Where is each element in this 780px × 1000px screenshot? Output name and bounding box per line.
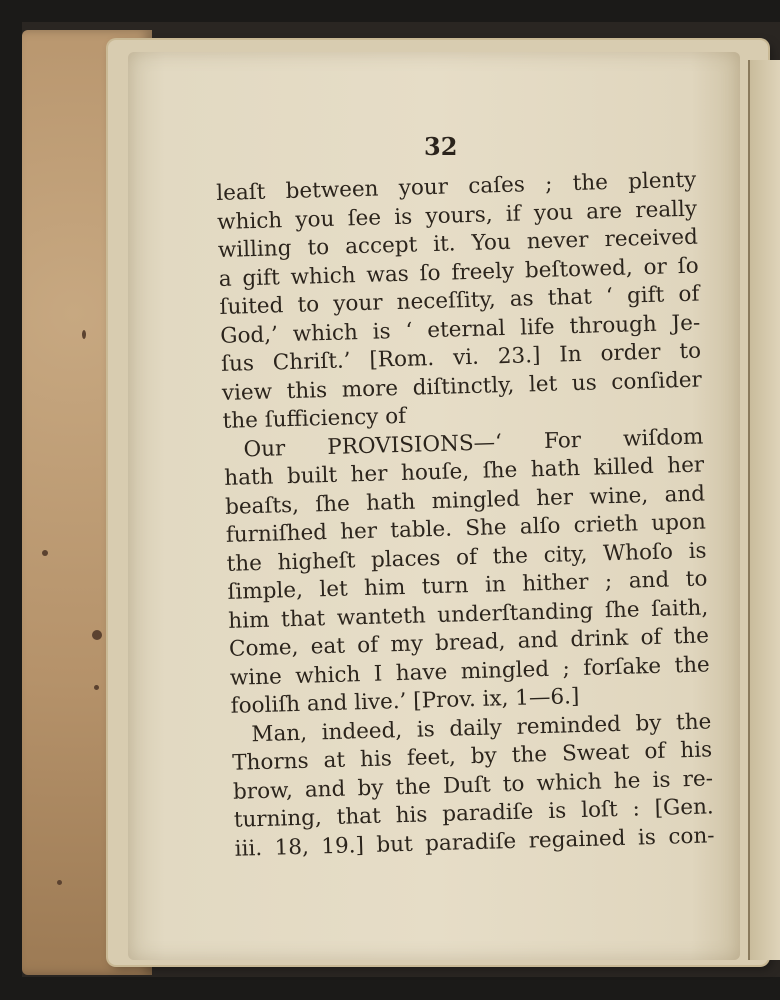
- facing-leaf: [748, 60, 780, 960]
- text-line: beaſts, ſhe hath mingled her wine, and: [224, 480, 706, 520]
- text-line: ſuited to your neceſſity, as that ‘ gift of: [219, 281, 700, 320]
- text-line: the ſufficiency of: [222, 403, 407, 434]
- text-line: willing to accept it. You never received: [217, 224, 699, 263]
- text-line: wine which I have mingled ; forſake the: [229, 651, 711, 691]
- text-line: God,’ which is ‘ eternal life through Je-: [220, 310, 701, 349]
- cover-speck: [94, 685, 99, 690]
- text-line: a gift which was ſo freely beſtowed, or ſo: [218, 253, 699, 292]
- cover-speck: [57, 880, 62, 885]
- text-line: brow, and by the Duſt to which he is re-: [232, 765, 714, 805]
- cover-speck: [42, 550, 48, 556]
- text-line: Man, indeed, is daily reminded by the: [251, 708, 712, 747]
- text-line: leaſt between your caſes ; the plenty: [216, 167, 697, 206]
- text-line: Come, eat of my bread, and drink of the: [228, 623, 710, 662]
- text-line: iii. 18, 19.] but paradiſe regained is con-: [234, 822, 715, 862]
- page-number: 32: [424, 132, 458, 161]
- text-line: Thorns at his feet, by the Sweat of his: [231, 737, 713, 776]
- text-line: turning, that his paradiſe is loſt : [Gen.: [233, 794, 715, 833]
- text-line: ſimple, let him turn in hither ; and to: [227, 566, 708, 605]
- text-line: fooliſh and live.’ [Prov. ix, 1—6.]: [230, 684, 580, 719]
- text-line: ſus Chriſt.’ [Rom. vi. 23.] In order to: [220, 338, 702, 377]
- text-line: which you ſee is yours, if you are really: [216, 196, 698, 235]
- page-text: [216, 167, 715, 864]
- text-line: him that wanteth underſtanding ſhe ſaith,: [227, 594, 709, 634]
- text-line: furniſhed her table. She alſo crieth upon: [225, 509, 707, 548]
- cover-speck: [92, 630, 102, 640]
- text-line: Our PROVISIONS—‘ For wiſdom: [243, 423, 704, 462]
- text-line: hath built her houſe, ſhe hath killed her: [223, 452, 705, 491]
- cover-speck: [82, 330, 86, 339]
- text-line: the higheſt places of the city, Whoſo is: [226, 537, 707, 577]
- text-line: view this more diſtinctly, let us conſider: [221, 367, 703, 406]
